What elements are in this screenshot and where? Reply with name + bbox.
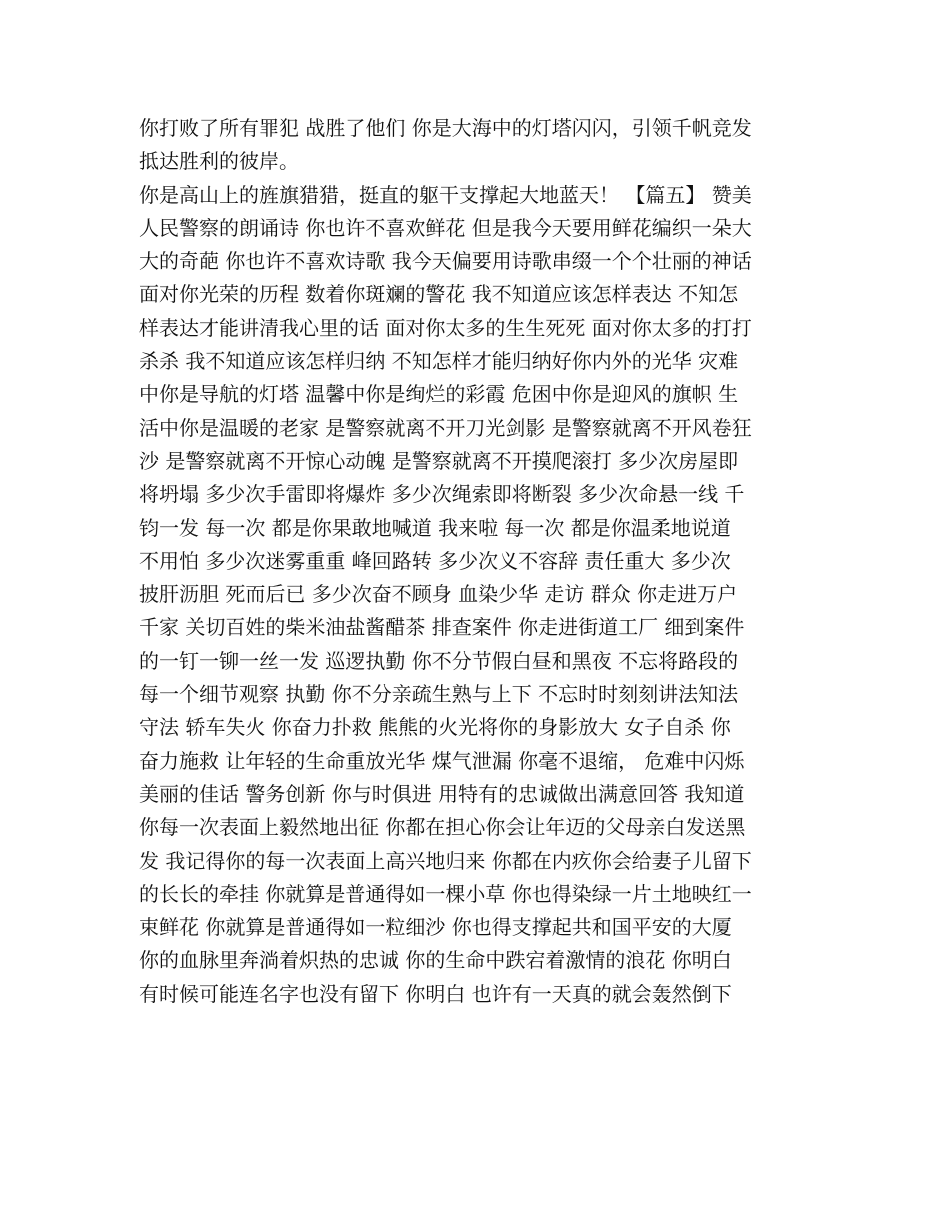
- text-line: 披肝沥胆 死而后已 多少次奋不顾身 血染少华 走访 群众 你走进万户: [139, 582, 738, 607]
- text-line: 抵达胜利的彼岸。: [139, 149, 299, 174]
- text-line: 将坍塌 多少次手雷即将爆炸 多少次绳索即将断裂 多少次命悬一线 千: [139, 482, 745, 507]
- text-line: 奋力施救 让年轻的生命重放光华 煤气泄漏 你毫不退缩， 危难中闪烁: [139, 748, 745, 773]
- text-line: 人民警察的朗诵诗 你也许不喜欢鲜花 但是我今天要用鲜花编织一朵大: [139, 215, 752, 240]
- text-line: 样表达才能讲清我心里的话 面对你太多的生生死死 面对你太多的打打: [139, 315, 752, 340]
- text-line: 你的血脉里奔淌着炽热的忠诚 你的生命中跌宕着激情的浪花 你明白: [139, 948, 732, 973]
- text-line: 你每一次表面上毅然地出征 你都在担心你会让年迈的父母亲白发送黑: [139, 815, 746, 840]
- text-line: 束鲜花 你就算是普通得如一粒细沙 你也得支撑起共和国平安的大厦: [139, 915, 732, 940]
- text-line: 你是高山上的旌旗猎猎，挺直的躯干支撑起大地蓝天！ 【篇五】 赞美: [139, 182, 752, 207]
- text-line: 沙 是警察就离不开惊心动魄 是警察就离不开摸爬滚打 多少次房屋即: [139, 448, 739, 473]
- text-line: 不用怕 多少次迷雾重重 峰回路转 多少次义不容辞 责任重大 多少次: [139, 548, 731, 573]
- text-line: 钧一发 每一次 都是你果敢地喊道 我来啦 每一次 都是你温柔地说道: [139, 515, 731, 540]
- text-line: 守法 轿车失火 你奋力扑救 熊熊的火光将你的身影放大 女子自杀 你: [139, 715, 731, 740]
- text-line: 中你是导航的灯塔 温馨中你是绚烂的彩霞 危困中你是迎风的旗帜 生: [139, 382, 739, 407]
- text-line: 你打败了所有罪犯 战胜了他们 你是大海中的灯塔闪闪，引领千帆竞发: [139, 116, 752, 140]
- text-line: 发 我记得你的每一次表面上高兴地归来 你都在内疚你会给妻子儿留下: [139, 848, 752, 873]
- text-line: 活中你是温暖的老家 是警察就离不开刀光剑影 是警察就离不开风卷狂: [139, 415, 752, 440]
- text-line: 千家 关切百姓的柴米油盐酱醋茶 排查案件 你走进街道工厂 细到案件: [139, 615, 745, 640]
- text-line: 美丽的佳话 警务创新 你与时俱进 用特有的忠诚做出满意回答 我知道: [139, 781, 745, 806]
- text-line: 的一钉一铆一丝一发 巡逻执勤 你不分节假白昼和黑夜 不忘将路段的: [139, 648, 739, 673]
- text-line: 杀杀 我不知道应该怎样归纳 不知怎样才能归纳好你内外的光华 灾难: [139, 349, 739, 374]
- text-line: 大的奇葩 你也许不喜欢诗歌 我今天偏要用诗歌串缀一个个壮丽的神话: [139, 249, 752, 274]
- text-line: 的长长的牵挂 你就算是普通得如一棵小草 你也得染绿一片土地映红一: [139, 881, 752, 906]
- text-line: 每一个细节观察 执勤 你不分亲疏生熟与上下 不忘时时刻刻讲法知法: [139, 682, 739, 707]
- text-line: 有时候可能连名字也没有留下 你明白 也许有一天真的就会轰然倒下: [139, 981, 732, 1006]
- poem-text: [139, 112, 819, 1011]
- text-line: 面对你光荣的历程 数着你斑斓的警花 我不知道应该怎样表达 不知怎: [139, 282, 739, 307]
